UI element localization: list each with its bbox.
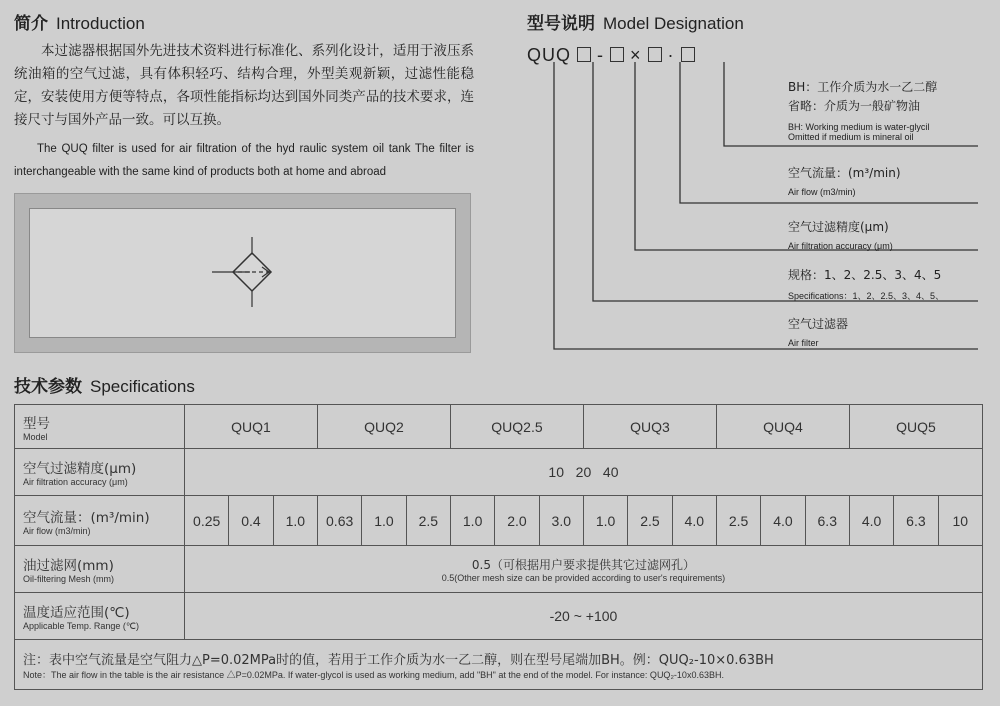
model-header-zh: 型号	[23, 415, 50, 432]
note-cell	[15, 640, 983, 690]
intro-title-en: Introduction	[56, 14, 145, 33]
accuracy-label-en: Air filtration accuracy (μm)	[23, 477, 128, 487]
spec-zh: 规格：1、2、2.5、3、4、5	[788, 268, 942, 282]
spec-box	[577, 47, 591, 62]
medium-zh-2: 省略：介质为一般矿物油	[788, 99, 921, 113]
temp-value: -20 ~ +100	[185, 593, 983, 640]
model-header	[15, 405, 185, 449]
flow-cell: 2.0	[495, 496, 539, 546]
filter-zh: 空气过滤器	[788, 317, 849, 331]
flow-cell: 1.0	[273, 496, 317, 546]
model-cell: QUQ2.5	[450, 405, 583, 449]
flow-label-zh: 空气流量：(m³/min)	[23, 509, 150, 526]
intro-title-zh: 简介	[14, 14, 48, 34]
tank-outline	[29, 208, 456, 338]
mesh-label	[15, 546, 185, 593]
designation-item-flow	[788, 164, 901, 197]
specs-title-zh: 技术参数	[14, 377, 82, 397]
accuracy-label-zh: 空气过滤精度(μm)	[23, 461, 137, 477]
accuracy-box	[610, 47, 624, 62]
note-zh: 注：表中空气流量是空气阻力△P=0.02MPa时的值，若用于工作介质为水一乙二醇，则在型号尾端加BH。例：QUQ₂-10×0.63BH	[23, 652, 774, 668]
designation-title-en: Model Designation	[603, 14, 744, 33]
flow-cell: 4.0	[761, 496, 805, 546]
medium-zh: BH：工作介质为水一乙二醇	[788, 80, 938, 94]
designation-item-spec	[788, 266, 944, 302]
table-row-note	[15, 640, 983, 690]
table-row-mesh	[15, 546, 983, 593]
model-header-en: Model	[23, 431, 48, 442]
accuracy-value: 10 20 40	[185, 449, 983, 496]
intro-paragraph-en: The QUQ filter is used for air filtration of the hyd raulic system oil tank The filter is interchangeable with the same kind of products both at home and abroad	[14, 143, 474, 178]
mesh-value-zh: 0.5（可根据用户要求提供其它过滤网孔）	[471, 557, 695, 572]
accuracy-en: Air filtration accuracy (μm)	[788, 241, 893, 251]
filter-symbol-icon	[30, 209, 457, 339]
accuracy-zh: 空气过滤精度(μm)	[788, 220, 889, 234]
model-prefix: QUQ	[527, 45, 572, 65]
spec-en: Specifications：1、2、2.5、3、4、5、	[788, 291, 945, 301]
mesh-value-en: 0.5(Other mesh size can be provided according to user's requirements)	[441, 572, 726, 583]
flow-cell: 1.0	[583, 496, 627, 546]
designation-title-zh: 型号说明	[527, 14, 595, 34]
table-row-accuracy	[15, 449, 983, 496]
flow-cell: 0.25	[185, 496, 229, 546]
flow-cell: 2.5	[716, 496, 760, 546]
designation-item-accuracy	[788, 218, 893, 251]
flow-box	[648, 47, 662, 62]
flow-cell: 2.5	[628, 496, 672, 546]
medium-en-2: Omitted if medium is mineral oil	[788, 132, 914, 142]
temp-label	[15, 593, 185, 640]
flow-cell: 1.0	[450, 496, 494, 546]
flow-cell: 0.4	[229, 496, 273, 546]
table-row-model	[15, 405, 983, 449]
model-cell: QUQ2	[317, 405, 450, 449]
mesh-label-zh: 油过滤网(mm)	[23, 558, 114, 574]
model-cell: QUQ5	[849, 405, 982, 449]
model-dot: ·	[667, 45, 675, 65]
model-cell: QUQ1	[185, 405, 318, 449]
flow-label-en: Air flow (m3/min)	[23, 525, 91, 536]
intro-heading	[14, 9, 145, 34]
accuracy-label	[15, 449, 185, 496]
designation-item-medium	[788, 78, 937, 142]
intro-paragraph-zh: 本过滤器根据国外先进技术资料进行标准化、系列化设计，适用于液压系统油箱的空气过滤，具有体积轻巧、结构合理，外型美观新颖，过滤性能稳定，安装使用方便等特点，各项性能指标均达到国外同类产品的技术要求，连接尺寸与国外产品一致。可以互换。	[14, 43, 474, 128]
table-row-temp	[15, 593, 983, 640]
flow-cell: 6.3	[805, 496, 849, 546]
model-cell: QUQ4	[716, 405, 849, 449]
temp-label-zh: 温度适应范围(℃)	[23, 604, 130, 621]
flow-cell: 10	[938, 496, 982, 546]
filter-en: Air filter	[788, 338, 819, 348]
filter-figure	[14, 193, 471, 353]
flow-zh: 空气流量：(m³/min)	[788, 166, 901, 180]
flow-cell: 4.0	[849, 496, 893, 546]
model-cell: QUQ3	[583, 405, 716, 449]
model-times: ×	[630, 45, 642, 65]
mesh-value	[185, 546, 983, 593]
designation-heading	[527, 9, 744, 34]
specs-title-en: Specifications	[90, 377, 195, 396]
mesh-label-en: Oil-filtering Mesh (mm)	[23, 574, 115, 584]
specs-heading	[14, 372, 195, 397]
flow-label	[15, 496, 185, 546]
flow-cell: 1.0	[362, 496, 406, 546]
flow-cell: 0.63	[317, 496, 361, 546]
flow-cell: 2.5	[406, 496, 450, 546]
note-en: Note：The air flow in the table is the air resistance △P=0.02MPa. If water-glycol is used as working medium, add "BH" at the end of the model. For instance: QUQ₂-10x0.63BH.	[23, 669, 724, 680]
medium-en: BH: Working medium is water-glycil	[788, 122, 930, 132]
flow-cell: 3.0	[539, 496, 583, 546]
specs-table	[14, 404, 983, 690]
medium-box	[681, 47, 695, 62]
table-row-flow	[15, 496, 983, 546]
flow-cell: 6.3	[894, 496, 938, 546]
flow-en: Air flow (m3/min)	[788, 187, 856, 197]
designation-item-filter	[788, 315, 848, 348]
model-dash: -	[597, 45, 605, 65]
temp-label-en: Applicable Temp. Range (℃)	[23, 620, 139, 631]
flow-cell: 4.0	[672, 496, 716, 546]
